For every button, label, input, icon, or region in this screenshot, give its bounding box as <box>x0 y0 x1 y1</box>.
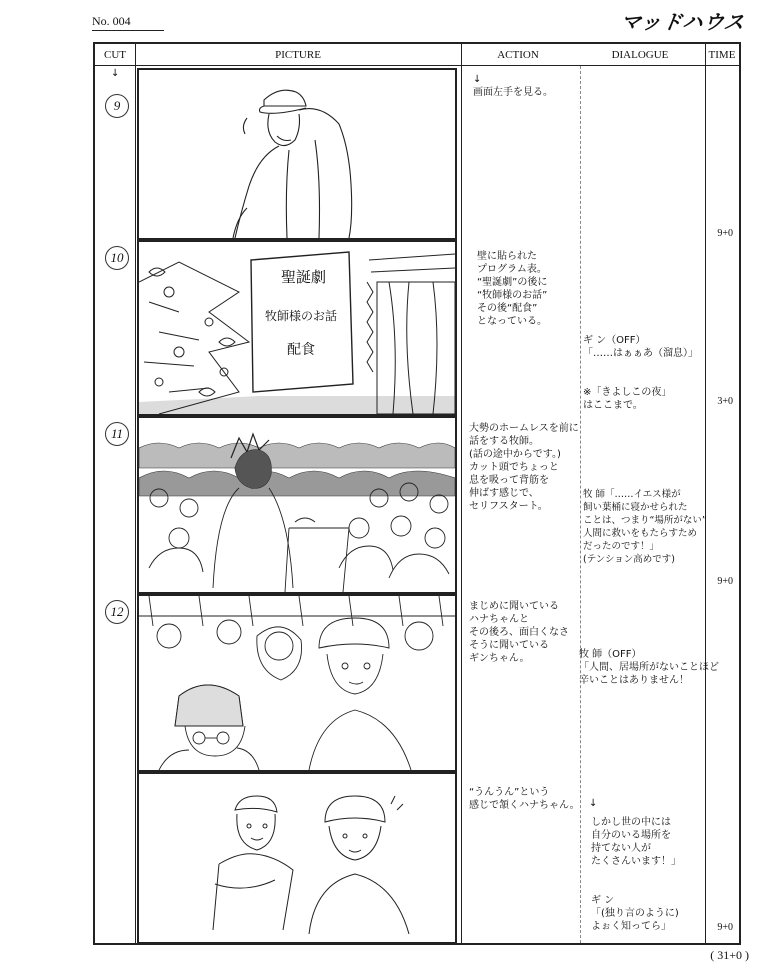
sketch-pastor-and-crowd <box>139 418 455 592</box>
sketch-hana-and-gin-listening <box>139 596 455 770</box>
cut-number: 12 <box>105 600 129 624</box>
cut-action: 大勢のホームレスを前に 話をする牧師。 (話の途中からです。) カット頭でちょっと 息を吸って背筋を 伸ばす感じで、 セリフスタート。 <box>469 423 579 512</box>
sketch-man-in-cap <box>139 70 455 238</box>
sketch-hana-nodding <box>139 774 455 942</box>
col-header-dialogue: DIALOGUE <box>575 44 705 66</box>
cut-number: 11 <box>105 422 129 446</box>
cut-time: 9+0 <box>717 228 733 239</box>
action-arrow: ↓ <box>473 74 482 85</box>
page-number: No. 004 <box>92 14 164 31</box>
poster-line-3: 配食 <box>287 342 315 358</box>
cut-action: まじめに聞いている ハナちゃんと その後ろ、面白くなさ そうに聞いている ギンちゃん。 <box>469 601 569 664</box>
poster-line-1: 聖誕劇 <box>281 268 327 286</box>
cut-action: “うんうん”という 感じで頷くハナちゃん。 <box>469 787 580 811</box>
studio-logo: マッドハウス <box>618 10 747 34</box>
cut-time: 9+0 <box>717 922 733 933</box>
cut-dialogue: ギ ン（OFF） 「……はぁぁあ（溜息）」 ※「きよしこの夜」 はここまで。 <box>583 335 698 411</box>
dialogue-arrow: ↓ <box>589 798 598 809</box>
cut-number: 10 <box>105 246 129 270</box>
col-header-time: TIME <box>705 44 739 66</box>
cut-time: 9+0 <box>717 576 733 587</box>
cut-action: 壁に貼られた プログラム表。 “聖誕劇”の後に “牧師様のお話” その後“配食” となっている。 <box>477 251 548 327</box>
cut-dialogue: しかし世の中には 自分のいる場所を 持てない人が たくさんいます！」 ギ ン 「(独り言のように) よぉく知ってら」 <box>591 817 681 932</box>
cut-time: 3+0 <box>717 396 733 407</box>
column-divider <box>135 44 136 943</box>
total-time: ( 31+0 ) <box>710 948 749 962</box>
cut-number: 9 <box>105 94 129 118</box>
picture-panel <box>137 416 457 594</box>
column-divider <box>461 44 462 943</box>
picture-panel <box>137 68 457 240</box>
continuation-arrow: ↓ <box>111 68 120 79</box>
poster-line-2: 牧師様のお話 <box>265 309 338 323</box>
picture-panel <box>137 772 457 944</box>
cut-action: 画面左手を見る。 <box>473 87 553 98</box>
column-divider <box>580 66 581 943</box>
col-header-cut: CUT <box>95 44 135 66</box>
sketch-program-poster-tree <box>139 242 455 414</box>
picture-panel <box>137 240 457 416</box>
storyboard-sheet <box>93 42 741 945</box>
col-header-action: ACTION <box>461 44 575 66</box>
picture-panel <box>137 594 457 772</box>
cut-dialogue: 牧 師「……イエス様が 飼い葉桶に寝かせられた ことは、つまり“場所がない” 人間に救いをもたらすため だったのです！」 (テンション高めです) <box>583 489 707 565</box>
col-header-picture: PICTURE <box>135 44 461 66</box>
cut-dialogue: 牧 師（OFF） 「人間、居場所がないことほど 辛いことはありません！ <box>579 649 719 686</box>
